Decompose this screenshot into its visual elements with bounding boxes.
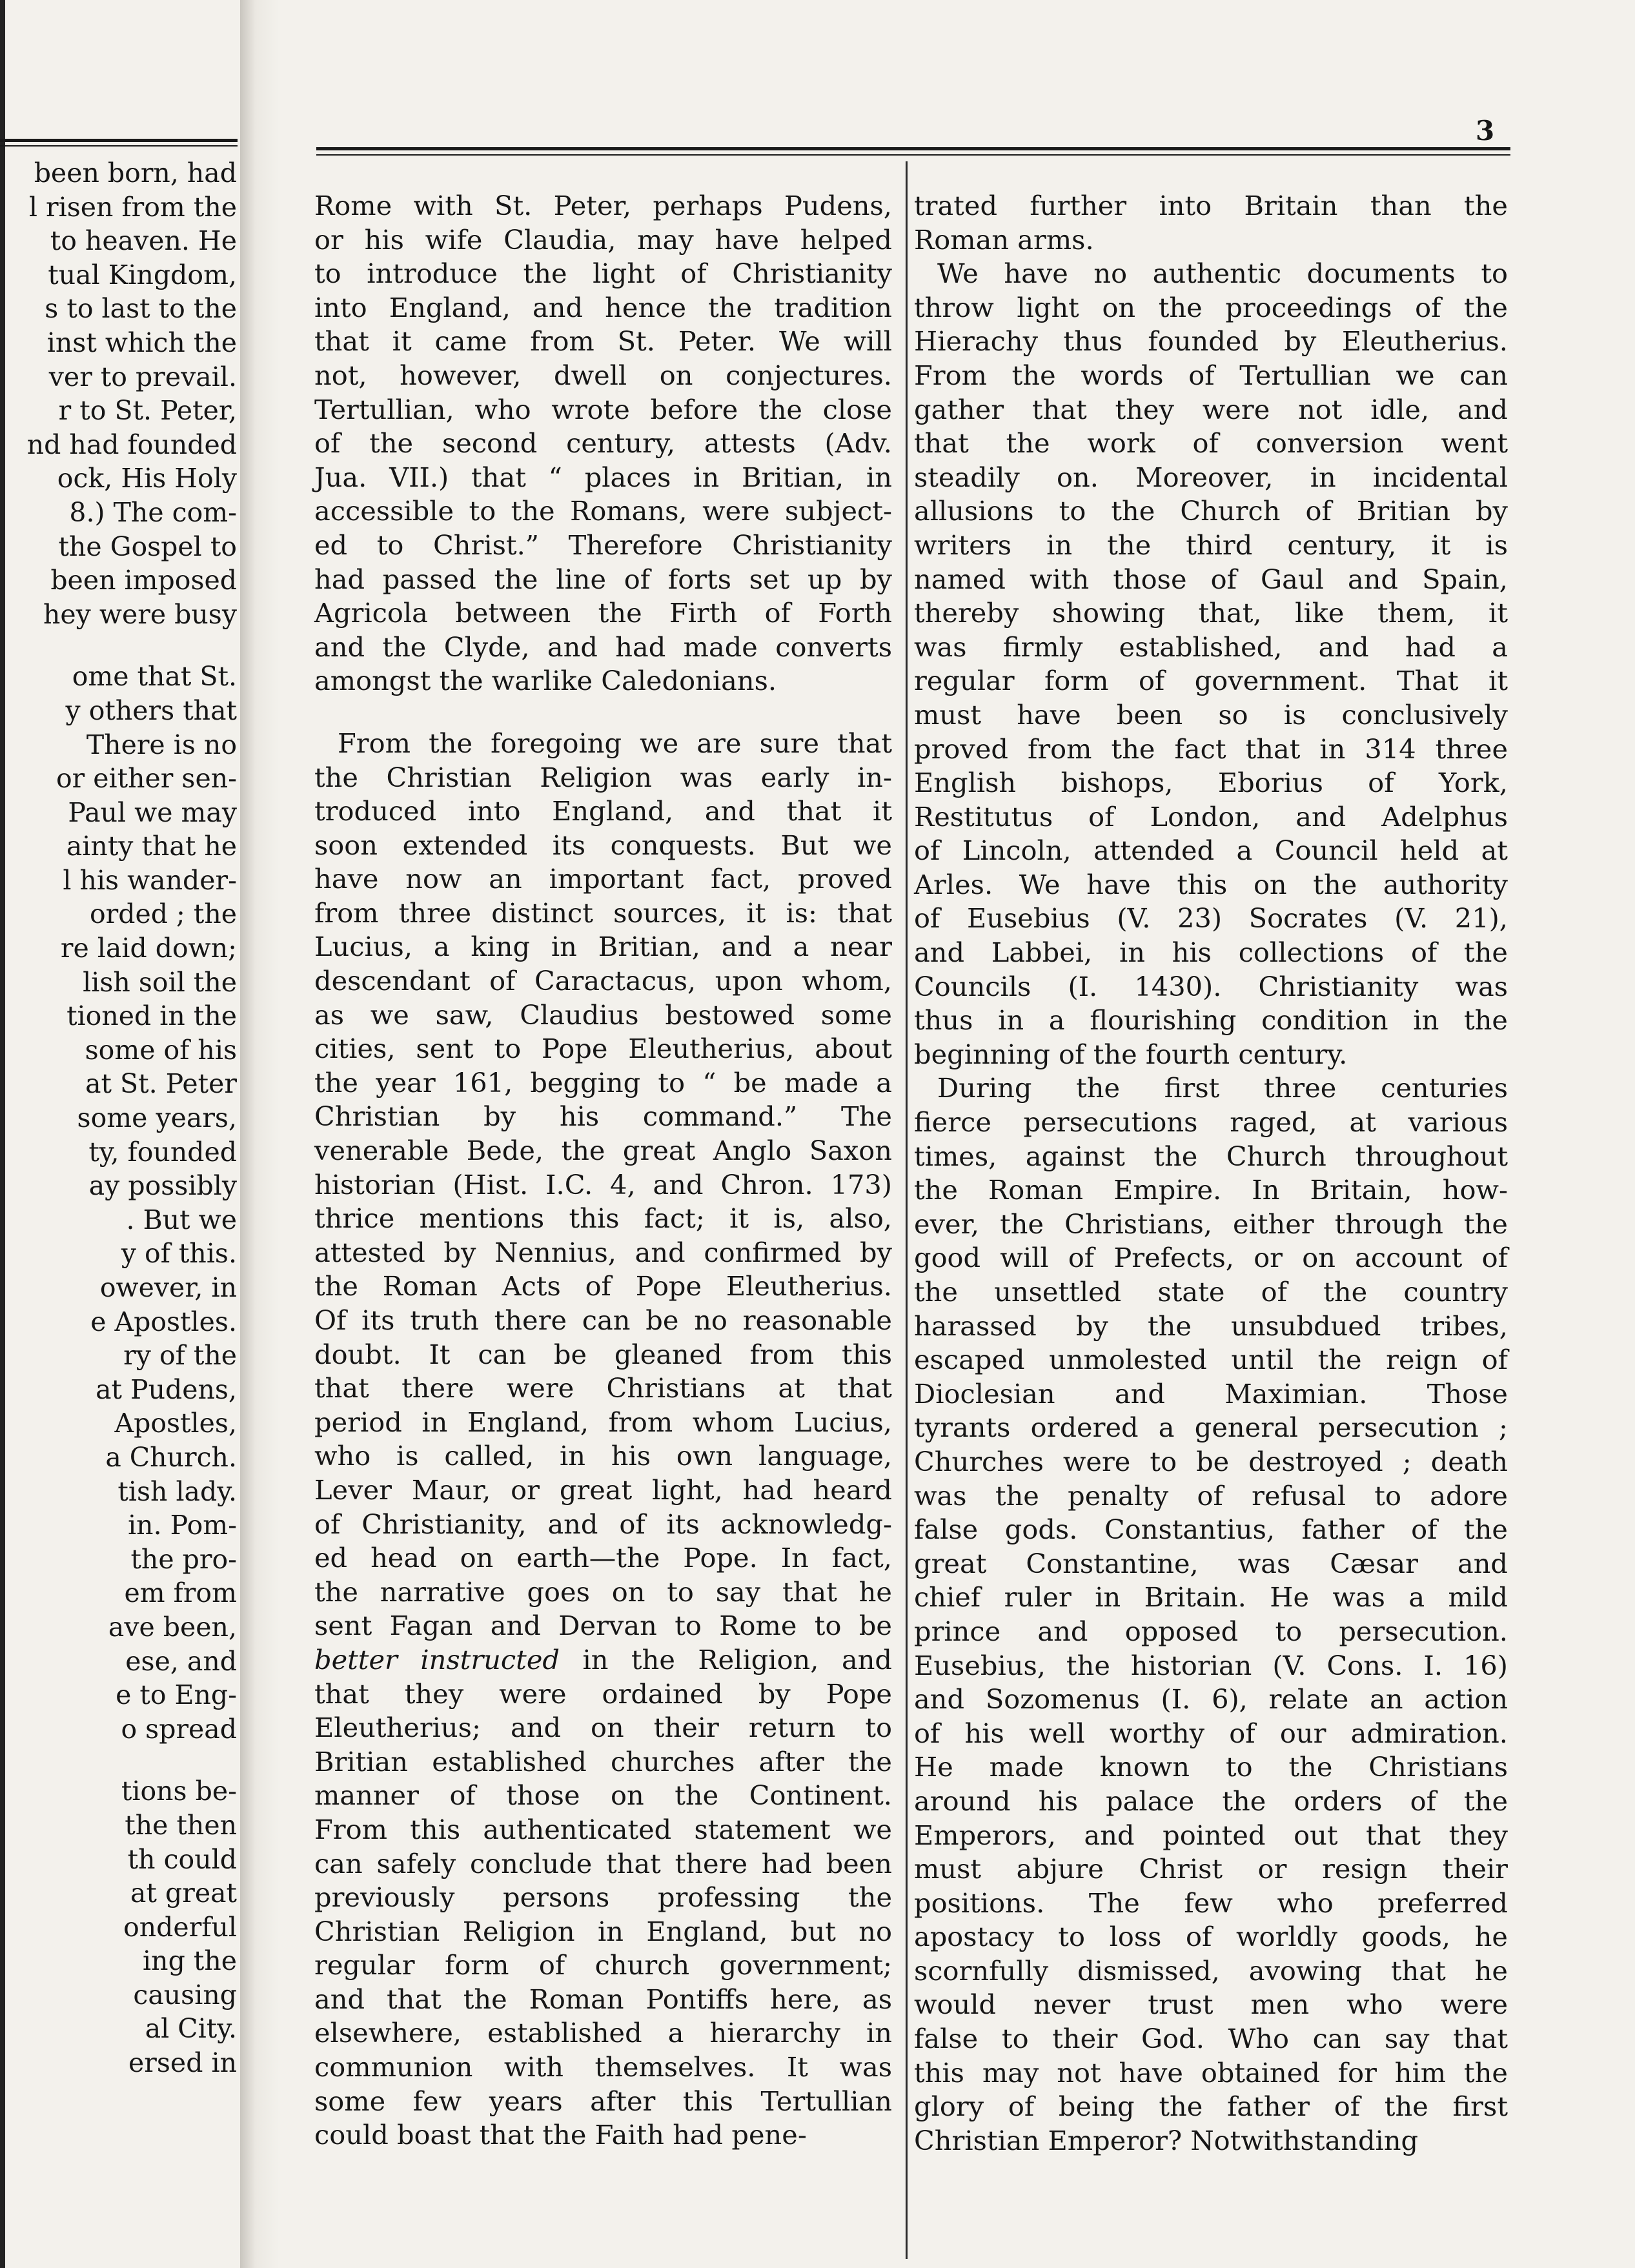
text-line: as we saw, Claudius bestowed some [314,998,892,1031]
text-line: was the penalty of refusal to adore [914,1479,1508,1512]
text-line: the narrative goes on to say that he [314,1575,892,1608]
text-line: Emperors, and pointed out that they [914,1819,1508,1851]
text-line: From this authenticated statement we [314,1813,892,1845]
text-line: attested by Nennius, and confirmed by [314,1236,892,1268]
text-line: scornfully dismissed, avowing that he [914,1954,1508,1987]
text-line: He made known to the Christians [914,1751,1508,1783]
text-line: the pro- [130,1543,237,1575]
text-line: Apostles, [114,1408,237,1439]
text-line: writers in the third century, it is [914,529,1508,561]
text-line: y of this. [121,1238,237,1270]
text-line: better instructed in the Religion, and [314,1643,892,1676]
text-line: Of its truth there can be no reasonable [314,1304,892,1336]
text-line: ed head on earth—the Pope. In fact, [314,1542,892,1574]
text-line: apostacy to loss of worldly goods, he [914,1921,1508,1953]
text-line: or either sen- [56,763,237,795]
text-line: troduced into England, and that it [314,795,892,827]
text-line: e to Eng- [116,1679,237,1711]
text-line: ty, founded [88,1136,237,1168]
text-line: of Christianity, and of its acknowledg- [314,1508,892,1540]
text-line: named with those of Gaul and Spain, [914,563,1508,595]
text-line: l risen from the [28,191,237,223]
text-line: have now an important fact, proved [314,863,892,895]
text-line: Britian established churches after the [314,1745,892,1777]
text-line: a Church. [105,1441,237,1473]
header-rule-left [0,139,238,142]
text-line: allusions to the Church of Britian by [914,495,1508,527]
text-line: glory of being the father of the first [914,2091,1508,2123]
text-line: or his wife Claudia, may have helped [314,223,892,256]
header-rule-left-thin [0,145,238,147]
text-line: and the Clyde, and had made converts [314,631,892,663]
text-line: Eusebius, the historian (V. Cons. I. 16) [914,1649,1508,1681]
text-line: period in England, from whom Lucius, [314,1406,892,1438]
text-line: Roman arms. [914,223,1094,256]
page-number: 3 [1476,115,1495,147]
text-line: throw light on the proceedings of the [914,291,1508,323]
text-line: false gods. Constantius, father of the [914,1514,1508,1546]
text-line: good will of Prefects, or on account of [914,1242,1508,1274]
text-line: manner of those on the Continent. [314,1779,892,1812]
text-line: been born, had [34,157,237,188]
text-line: al City. [145,2013,237,2045]
text-line: Churches were to be destroyed ; death [914,1445,1508,1477]
text-line: at great [130,1878,237,1909]
text-line: into England, and hence the tradition [314,291,892,323]
text-line: that there were Christians at that [314,1372,892,1404]
text-line: regular form of government. That it [914,665,1508,697]
center-column [314,189,892,2152]
text-line: that it came from St. Peter. We will [314,325,892,358]
text-line: thrice mentions this fact; it is, also, [314,1202,892,1235]
text-line: communion with themselves. It was [314,2051,892,2083]
text-line: at Pudens, [96,1373,237,1405]
text-line: hey were busy [43,598,237,630]
text-line: to introduce the light of Christianity [314,258,892,290]
text-line: the Christian Religion was early in- [314,761,892,793]
text-line: amongst the warlike Caledonians. [314,665,777,697]
text-line: fierce persecutions raged, at various [914,1106,1508,1139]
text-line: ave been, [108,1611,237,1643]
text-line: thereby showing that, like them, it [914,597,1508,629]
text-line: must have been so is conclusively [914,698,1508,731]
right-column [914,189,1508,2158]
text-line: Paul we may [68,796,237,828]
text-line: regular form of church government; [314,1949,892,1981]
text-line: in. Pom- [128,1510,237,1541]
text-line: Christian Religion in England, but no [314,1915,892,1947]
text-line: around his palace the orders of the [914,1785,1508,1817]
header-rule [316,147,1510,150]
text-line: proved from the fact that in 314 three [914,733,1508,765]
text-line: tyrants ordered a general persecution ; [914,1412,1508,1444]
text-line: must abjure Christ or resign their [914,1853,1508,1885]
text-line: thus in a flourishing condition in the [914,1004,1508,1037]
text-line: Dioclesian and Maximian. Those [914,1377,1508,1410]
text-line: great Constantine, was Cæsar and [914,1547,1508,1579]
column-divider [906,161,908,2259]
paragraph-gap [8,1746,237,1774]
text-line: tual Kingdom, [48,259,237,290]
text-line: descendant of Caractacus, upon whom, [314,965,892,997]
text-line: e Apostles. [90,1306,237,1337]
text-line: Lever Maur, or great light, had heard [314,1473,892,1506]
text-line: some years, [77,1102,237,1134]
text-line: escaped unmolested until the reign of [914,1344,1508,1376]
text-line: at St. Peter [85,1068,237,1100]
text-line: From the foregoing we are sure that [338,727,892,759]
text-line: previously persons professing the [314,1881,892,1914]
text-line: y others that [65,694,237,726]
text-line: this may not have obtained for him the [914,2056,1508,2089]
text-line: times, against the Church throughout [914,1140,1508,1172]
text-line: and Sozomenus (I. 6), relate an action [914,1683,1508,1716]
text-line: to heaven. He [50,225,237,257]
text-line: owever, in [99,1272,237,1303]
text-line: the Roman Acts of Pope Eleutherius. [314,1270,892,1302]
text-line: venerable Bede, the great Anglo Saxon [314,1135,892,1167]
text-line: of his well worthy of our admiration. [914,1717,1508,1749]
text-line: o spread [121,1713,237,1745]
text-line: cities, sent to Pope Eleutherius, about [314,1033,892,1065]
paragraph-gap [8,631,237,660]
text-line: and that the Roman Pontiffs here, as [314,1983,892,2015]
text-line: ver to prevail. [48,361,237,392]
text-line: been imposed [50,565,237,596]
text-line: re laid down; [60,933,237,964]
text-line: 8.) The com- [69,496,237,528]
text-line: During the first three centuries [937,1072,1508,1104]
text-line: th could [127,1843,237,1875]
text-line: Christian by his command.” The [314,1100,892,1133]
text-line: had passed the line of forts set up by [314,563,892,595]
text-line: some of his [85,1034,237,1066]
text-line: positions. The few who preferred [914,1887,1508,1919]
text-line: ersed in [128,2047,237,2079]
text-line: false to their God. Who can say that [914,2023,1508,2055]
text-line: Tertullian, who wrote before the close [314,393,892,425]
text-line: Rome with St. Peter, perhaps Pudens, [314,190,892,221]
text-line: trated further into Britain than the [914,190,1508,221]
text-line: historian (Hist. I.C. 4, and Chron. 173) [314,1168,892,1200]
text-line: em from [124,1577,237,1609]
text-line: the unsettled state of the country [914,1276,1508,1308]
text-line: the Gospel to [58,531,237,562]
text-line: ome that St. [72,661,237,693]
page-edge [0,0,5,2268]
text-line: nd had founded [26,429,237,460]
text-line: sent Fagan and Dervan to Rome to be [314,1610,892,1642]
text-line: onderful [123,1911,237,1943]
text-line: ay possibly [88,1170,237,1202]
text-line: . But we [126,1204,237,1235]
text-line: Christian Emperor? Notwithstanding [914,2124,1419,2156]
text-line: beginning of the fourth century. [914,1038,1348,1070]
text-line: who is called, in his own language, [314,1440,892,1472]
text-line: some few years after this Tertullian [314,2085,892,2117]
text-line: of Eusebius (V. 23) Socrates (V. 21), [914,902,1508,935]
text-line: that the work of conversion went [914,427,1508,460]
text-line: accessible to the Romans, were subject- [314,495,892,527]
text-line: Eleutherius; and on their return to [314,1712,892,1744]
text-line: chief ruler in Britain. He was a mild [914,1581,1508,1614]
text-line: can safely conclude that there had been [314,1847,892,1879]
text-line: ever, the Christians, either through the [914,1208,1508,1240]
text-line: and Labbei, in his collections of the [914,937,1508,969]
text-line: of the second century, attests (Adv. [314,427,892,460]
text-line: tions be- [121,1776,237,1807]
text-line: ock, His Holy [57,463,237,494]
left-column-fragment [8,156,237,2080]
text-line: lish soil the [83,966,237,998]
text-line: l his wander- [63,864,237,896]
text-line: r to St. Peter, [58,395,237,427]
header-rule-thin [316,154,1510,156]
text-line: ese, and [125,1645,237,1677]
text-line: Restitutus of London, and Adelphus [914,800,1508,833]
text-line: doubt. It can be gleaned from this [314,1338,892,1370]
text-line: not, however, dwell on conjectures. [314,359,892,391]
text-line: Lucius, a king in Britian, and a near [314,931,892,963]
text-line: harassed by the unsubdued tribes, [914,1310,1508,1342]
text-line: ed to Christ.” Therefore Christianity [314,529,892,561]
text-line: ainty that he [66,831,237,862]
text-line: Jua. VII.) that “ places in Britian, in [314,461,892,493]
text-line: English bishops, Eborius of York, [914,767,1508,799]
text-line: steadily on. Moreover, in incidental [914,461,1508,493]
text-line: the then [125,1809,237,1841]
text-line: inst which the [46,327,237,358]
text-line: There is no [86,729,237,760]
text-line: was firmly established, and had a [914,631,1508,663]
text-line: prince and opposed to persecution. [914,1615,1508,1647]
text-line: soon extended its conquests. But we [314,829,892,861]
text-line: elsewhere, established a hierarchy in [314,2017,892,2049]
text-line: would never trust men who were [914,1989,1508,2021]
text-line: ry of the [123,1340,237,1372]
text-line: from three distinct sources, it is: that [314,896,892,929]
text-line: of Lincoln, attended a Council held at [914,835,1508,867]
paragraph-gap [314,698,892,727]
text-line: that they were ordained by Pope [314,1677,892,1710]
text-line: ing the [143,1945,237,1977]
text-line: tioned in the [66,1000,237,1032]
text-line: the year 161, begging to “ be made a [314,1066,892,1099]
text-line: From the words of Tertullian we can [914,359,1508,391]
text-line: the Roman Empire. In Britain, how- [914,1174,1508,1206]
text-line: gather that they were not idle, and [914,393,1508,425]
text-line: s to last to the [45,293,237,325]
text-line: orded ; the [89,898,237,930]
text-line: Councils (I. 1430). Christianity was [914,970,1508,1002]
text-line: could boast that the Faith had pene- [314,2119,807,2151]
text-line: Hierachy thus founded by Eleutherius. [914,325,1508,358]
text-line: tish lady. [117,1475,237,1507]
gutter-shadow [240,0,279,2268]
text-line: causing [133,1979,237,2010]
text-line: Arles. We have this on the authority [914,868,1508,900]
text-line: Agricola between the Firth of Forth [314,597,892,629]
text-line: We have no authentic documents to [937,258,1508,290]
